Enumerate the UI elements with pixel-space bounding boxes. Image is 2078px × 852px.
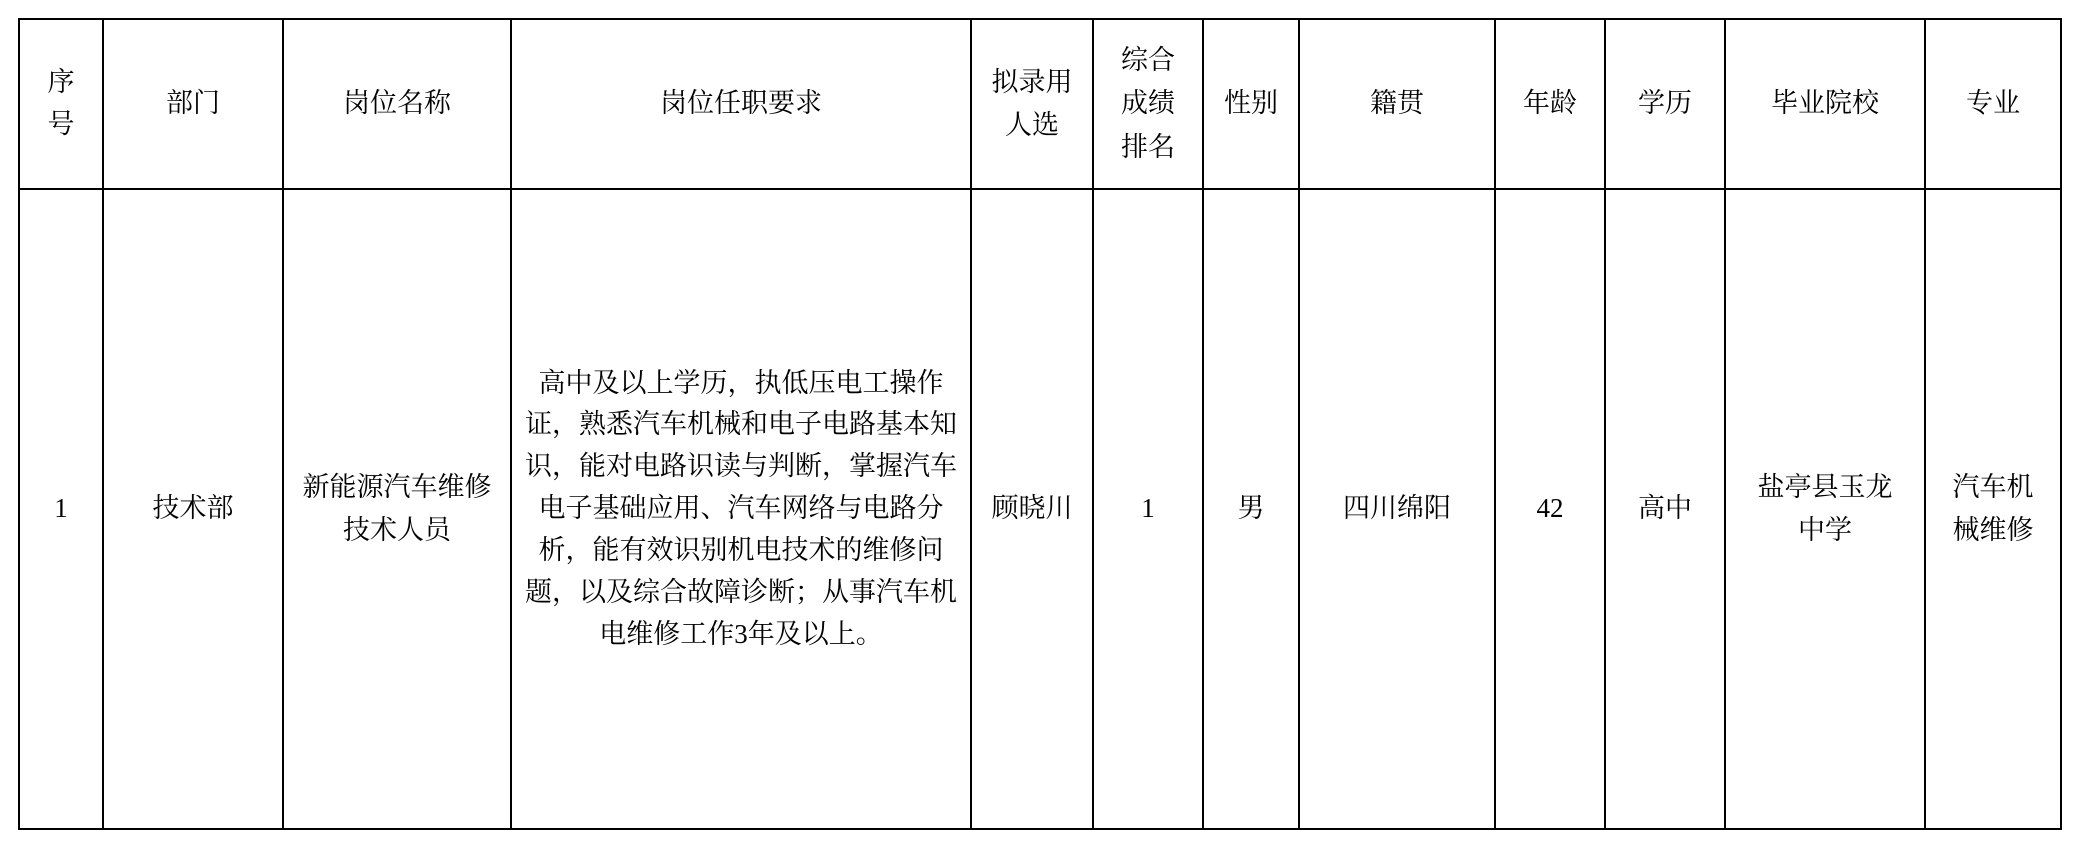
cell-post-line-2: 技术人员 <box>343 515 451 545</box>
recruitment-roster-table <box>18 18 2062 830</box>
table-row <box>19 189 2061 829</box>
column-header-post: 岗位名称 <box>283 19 511 189</box>
cell-seq: 1 <box>19 189 103 829</box>
cell-education: 高中 <box>1605 189 1725 829</box>
cell-dept: 技术部 <box>103 189 283 829</box>
column-header-rank <box>1093 19 1203 189</box>
cell-rank: 1 <box>1093 189 1203 829</box>
cell-requirements: 高中及以上学历，执低压电工操作证，熟悉汽车机械和电子电路基本知识，能对电路识读与判断，掌握汽车电子基础应用、汽车网络与电路分析，能有效识别机电技术的维修问题，以及综合故障诊断；从事汽车机电维修工作3年及以上。 <box>511 189 971 829</box>
table-header <box>19 19 2061 189</box>
column-header-candidate <box>971 19 1093 189</box>
column-header-rank-line-3: 排名 <box>1121 131 1175 162</box>
column-header-gender: 性别 <box>1203 19 1299 189</box>
column-header-seq-line-2: 号 <box>47 109 75 139</box>
column-header-rank-line-1: 综合 <box>1121 45 1175 76</box>
cell-school <box>1725 189 1925 829</box>
column-header-school: 毕业院校 <box>1725 19 1925 189</box>
column-header-rank-line-2: 成绩 <box>1121 88 1175 119</box>
column-header-seq-line-1: 序 <box>47 67 75 98</box>
column-header-seq <box>19 19 103 189</box>
column-header-candidate-line-2: 人选 <box>1005 110 1059 140</box>
column-header-candidate-line-1: 拟录用 <box>991 66 1073 97</box>
column-header-dept: 部门 <box>103 19 283 189</box>
column-header-major: 专业 <box>1925 19 2061 189</box>
table-body <box>19 189 2061 829</box>
cell-school-line-1: 盐亭县玉龙 <box>1757 471 1893 502</box>
column-header-requirements: 岗位任职要求 <box>511 19 971 189</box>
column-header-native-place: 籍贯 <box>1299 19 1495 189</box>
cell-age: 42 <box>1495 189 1605 829</box>
cell-post <box>283 189 511 829</box>
cell-candidate: 顾晓川 <box>971 189 1093 829</box>
cell-native-place: 四川绵阳 <box>1299 189 1495 829</box>
cell-gender: 男 <box>1203 189 1299 829</box>
cell-major-line-1: 汽车机 <box>1952 471 2034 502</box>
cell-major <box>1925 189 2061 829</box>
cell-major-line-2: 械维修 <box>1952 515 2034 545</box>
column-header-education: 学历 <box>1605 19 1725 189</box>
cell-school-line-2: 中学 <box>1798 515 1852 545</box>
table-header-row <box>19 19 2061 189</box>
column-header-age: 年龄 <box>1495 19 1605 189</box>
cell-post-line-1: 新能源汽车维修 <box>302 471 492 502</box>
